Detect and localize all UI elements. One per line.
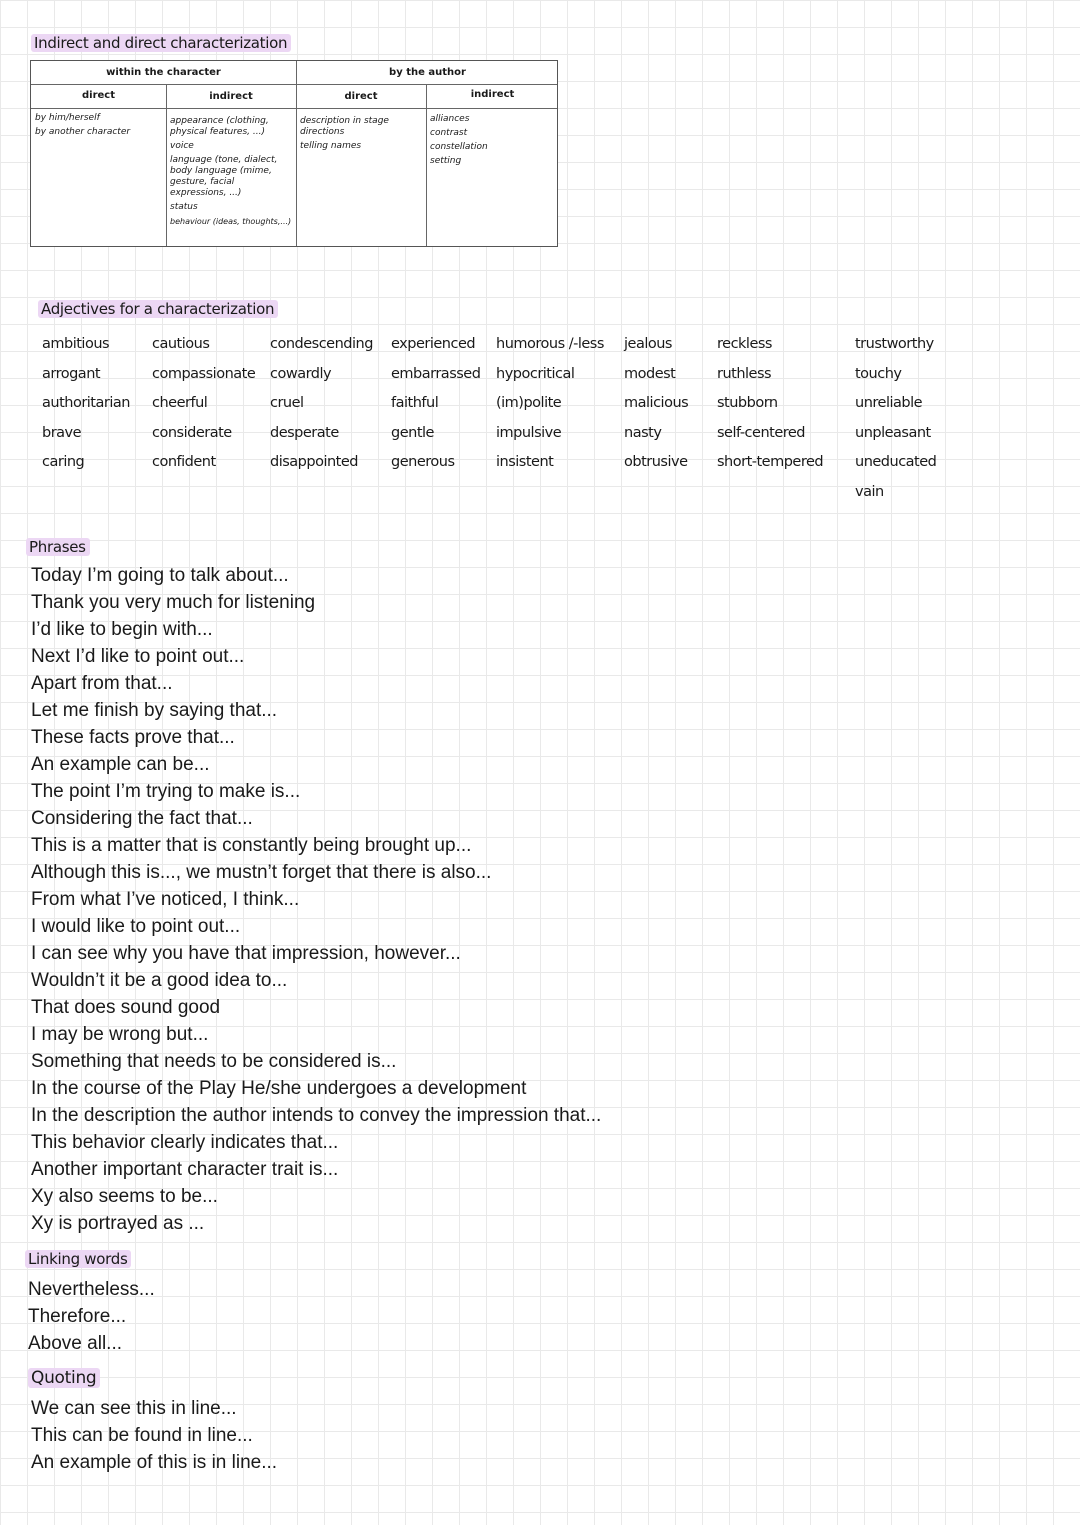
adjective-item: generous [391, 454, 455, 471]
header-within-character: within the character [106, 67, 221, 78]
page-title: Indirect and direct characterization [31, 34, 291, 52]
adjective-item: cowardly [270, 365, 332, 382]
table-divider [31, 84, 557, 85]
phrase-item: This behavior clearly indicates that... [31, 1132, 339, 1153]
phrase-item: The point I’m trying to make is... [31, 781, 301, 802]
linking-word-item: Above all... [28, 1333, 122, 1354]
header-by-author: by the author [389, 67, 466, 78]
adjective-item: embarrassed [391, 365, 481, 382]
table-divider [296, 61, 297, 246]
adjective-item: touchy [855, 365, 902, 382]
phrase-item: Next I’d like to point out... [31, 646, 245, 667]
quoting-list [31, 1398, 277, 1479]
adjective-item: unreliable [855, 395, 923, 412]
linking-word-item: Nevertheless... [28, 1279, 155, 1300]
phrase-item: Although this is..., we mustn’t forget that there is also... [31, 862, 492, 883]
table-cell-item: constellation [430, 142, 488, 152]
adjective-item: arrogant [42, 365, 101, 382]
table-cell-item: by him/herself [35, 113, 100, 123]
adjective-item: jealous [624, 336, 672, 352]
adjective-item: condescending [270, 336, 373, 352]
adjective-item: experienced [391, 336, 476, 352]
table-cell-item: contrast [430, 128, 468, 138]
phrase-item: Let me finish by saying that... [31, 700, 278, 721]
adjective-column-3 [270, 333, 373, 481]
adjective-item: faithful [391, 395, 439, 412]
header-indirect-author: indirect [470, 89, 515, 100]
adjective-column-6 [624, 333, 688, 481]
phrase-item: These facts prove that... [31, 727, 235, 748]
adjective-item: modest [624, 365, 676, 382]
table-cell-item: language (tone, dialect, [170, 155, 278, 165]
adjective-item: (im)polite [496, 395, 562, 412]
characterization-table [30, 60, 558, 247]
adjective-item: malicious [624, 395, 689, 412]
table-cell-item: appearance (clothing, physical features, ...) [170, 116, 269, 137]
adjective-item: ambitious [42, 336, 110, 352]
adjective-item: humorous /-less [496, 336, 604, 352]
phrase-item: Apart from that... [31, 673, 173, 694]
quoting-item: This can be found in line... [31, 1425, 253, 1446]
phrase-item: Xy is portrayed as ... [31, 1213, 205, 1234]
phrase-item: Thank you very much for listening [31, 592, 316, 613]
adjective-item: compassionate [152, 365, 256, 382]
phrase-item: I would like to point out... [31, 916, 241, 937]
adjective-item: insistent [496, 454, 554, 471]
phrase-item: I may be wrong but... [31, 1024, 209, 1045]
adjective-column-2 [152, 333, 255, 481]
table-cell-item: status [170, 202, 198, 212]
cell-within-indirect [170, 116, 292, 230]
adjective-item: obtrusive [624, 454, 688, 471]
adjective-item: cautious [152, 336, 210, 352]
phrases-list [31, 565, 601, 1240]
table-divider [426, 85, 427, 246]
phrase-item: Wouldn’t it be a good idea to... [31, 970, 288, 991]
table-divider [166, 85, 167, 246]
table-cell-item: alliances [430, 114, 470, 124]
table-cell-item: setting [430, 156, 462, 166]
table-cell-item: body language (mime, gesture, facial expressions, ...) [170, 166, 272, 198]
adjective-column-1 [42, 333, 130, 481]
cell-author-indirect [430, 114, 550, 170]
adjective-item: ruthless [717, 365, 772, 382]
adjective-item: self-centered [717, 424, 806, 441]
table-cell-item: by another character [35, 127, 131, 137]
cell-author-direct [300, 116, 420, 155]
adjective-item: impulsive [496, 424, 562, 441]
adjective-item: confident [152, 454, 216, 471]
adjective-item: desperate [270, 424, 339, 441]
adjective-item: unpleasant [855, 424, 931, 441]
table-divider [31, 108, 557, 109]
phrase-item: Today I’m going to talk about... [31, 565, 289, 586]
phrase-item: Xy also seems to be... [31, 1186, 218, 1207]
table-cell-item: description in stage directions [300, 116, 389, 137]
quoting-item: An example of this is in line... [31, 1452, 278, 1473]
adjective-item: vain [855, 483, 884, 500]
phrase-item: I’d like to begin with... [31, 619, 213, 640]
adjective-column-7 [717, 333, 823, 481]
phrase-item: I can see why you have that impression, however... [31, 943, 461, 964]
phrase-item: In the description the author intends to convey the impression that... [31, 1105, 602, 1126]
phrases-heading: Phrases [26, 538, 90, 556]
phrase-item: That does sound good [31, 997, 221, 1018]
phrase-item: Considering the fact that... [31, 808, 253, 829]
adjective-item: considerate [152, 424, 232, 441]
linking-words-list [28, 1279, 155, 1360]
adjective-column-5 [496, 333, 604, 481]
adjective-item: cheerful [152, 395, 208, 412]
adjective-column-8 [855, 333, 936, 511]
table-cell-item: behaviour (ideas, thoughts,...) [170, 217, 292, 226]
adjective-item: reckless [717, 336, 772, 352]
adjective-item: cruel [270, 395, 304, 412]
adjective-item: hypocritical [496, 365, 575, 382]
adjective-item: caring [42, 454, 85, 471]
adjective-item: stubborn [717, 395, 778, 412]
header-direct-author: direct [344, 91, 378, 102]
adjective-column-4 [391, 333, 480, 481]
adjectives-heading: Adjectives for a characterization [38, 300, 278, 318]
table-cell-item: voice [170, 141, 194, 151]
adjective-item: disappointed [270, 454, 358, 471]
header-direct-within: direct [81, 90, 115, 101]
linking-words-heading: Linking words [25, 1250, 131, 1268]
adjective-item: nasty [624, 424, 662, 441]
adjective-item: uneducated [855, 454, 937, 471]
quoting-heading: Quoting [28, 1368, 100, 1388]
adjective-item: gentle [391, 424, 434, 441]
table-cell-item: telling names [300, 141, 362, 151]
phrase-item: An example can be... [31, 754, 210, 775]
phrase-item: This is a matter that is constantly being brought up... [31, 835, 472, 856]
header-indirect-within: indirect [209, 91, 253, 102]
phrase-item: Another important character trait is... [31, 1159, 339, 1180]
phrase-item: From what I’ve noticed, I think... [31, 889, 300, 910]
phrase-item: In the course of the Play He/she undergoes a development [31, 1078, 527, 1099]
adjective-item: authoritarian [42, 395, 130, 412]
quoting-item: We can see this in line... [31, 1398, 237, 1419]
linking-word-item: Therefore... [28, 1306, 127, 1327]
cell-within-direct [35, 113, 163, 141]
adjective-item: short-tempered [717, 454, 824, 471]
phrase-item: Something that needs to be considered is... [31, 1051, 397, 1072]
adjective-item: trustworthy [855, 336, 934, 352]
adjective-item: brave [42, 424, 82, 441]
